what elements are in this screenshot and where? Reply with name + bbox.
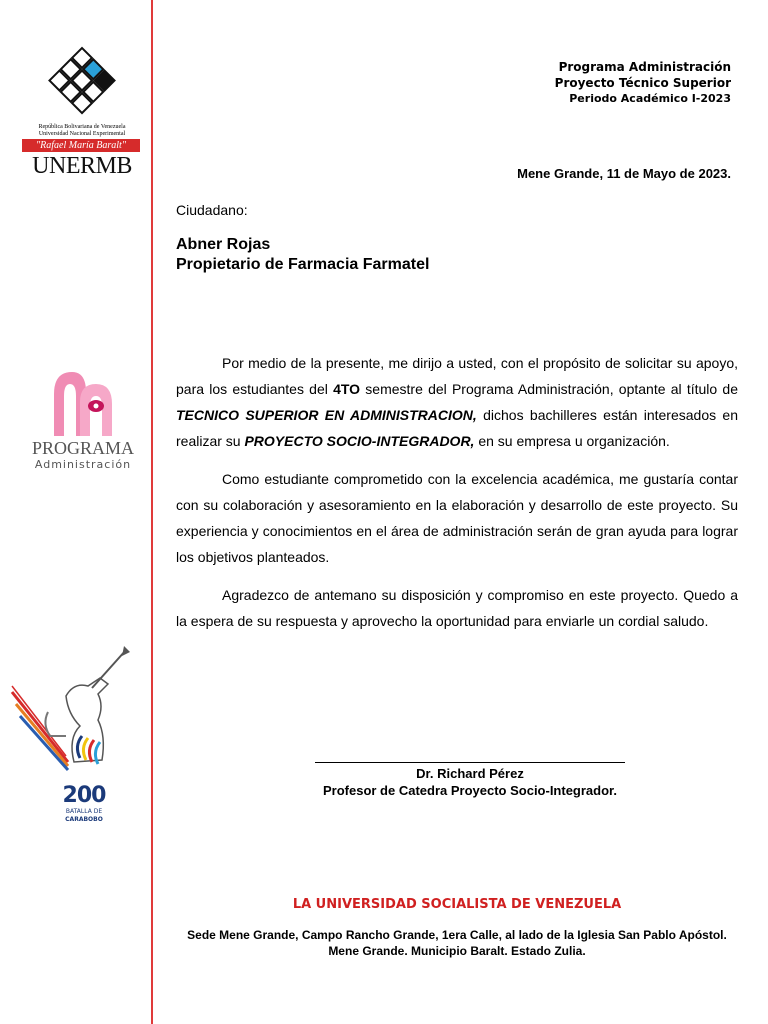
programa-title: PROGRAMA (31, 438, 135, 458)
letter-body (176, 350, 738, 646)
bicentenario-horseman-icon (8, 642, 138, 787)
p1-project-name: PROYECTO SOCIO-INTEGRADOR, (244, 433, 475, 449)
body-paragraph-2: Como estudiante comprometido con la excelencia académica, me gustaría contar con su colaboración y asesoramiento en la elaboración y desarrollo de este proyecto. Su experiencia y conocimientos en el área de administración serán de gran ayuda para lograr los objetivos planteados. (176, 471, 738, 565)
salutation: Ciudadano: (176, 202, 248, 218)
programa-logo (24, 362, 142, 482)
p1-text-c: semestre del Programa Administración, optante al título de (360, 381, 738, 397)
p1-degree-title: TECNICO SUPERIOR EN ADMINISTRACION, (176, 407, 477, 423)
p1-text-a: Por medio de la presente, me dirijo a usted, con el propósito de solicitar su apoyo, para los estudiantes del (176, 355, 738, 397)
unermb-emblem-icon (42, 42, 122, 122)
signature-line (315, 762, 625, 763)
signer-name: Dr. Richard Pérez (416, 766, 524, 781)
unermb-wordmark: UNERMB (32, 153, 132, 179)
p1-text-g: en su empresa u organización. (474, 433, 670, 449)
recipient-name: Abner Rojas (176, 236, 271, 253)
letter-header (555, 59, 731, 107)
p1-text-e: dichos bachilleres están interesados en realizar su (176, 407, 738, 449)
letter-date: Mene Grande, 11 de Mayo de 2023. (517, 166, 731, 181)
unermb-band: "Rafael María Baralt" (22, 139, 140, 152)
unermb-line1: República Bolivariana de Venezuela (38, 124, 126, 130)
unermb-line2: Universidad Nacional Experimental (38, 131, 126, 137)
bicentenario-number: 200 (62, 783, 106, 808)
footer-address: Sede Mene Grande, Campo Rancho Grande, 1era Calle, al lado de la Iglesia San Pablo Apóstol. Mene Grande. Municipio Baralt. Estado Zulia. (187, 928, 727, 958)
p1-semester: 4TO (333, 381, 361, 397)
bicentenario-logo (8, 642, 138, 832)
body-paragraph-3: Agradezco de antemano su disposición y compromiso en este proyecto. Quedo a la espera de su respuesta y aprovecho la oportunidad para enviarle un cordial saludo. (176, 587, 738, 629)
unermb-logo (20, 42, 144, 180)
programa-subtitle: Administración (34, 458, 132, 471)
signature-block (200, 752, 740, 799)
programa-emblem-icon (50, 366, 116, 438)
bicentenario-line2: CARABOBO (65, 816, 103, 823)
recipient-title: Propietario de Farmacia Farmatel (176, 256, 430, 273)
bicentenario-line1: BATALLA DE (65, 808, 103, 815)
body-paragraph-1 (176, 350, 738, 454)
header-program: Programa Administración (558, 60, 731, 74)
header-project: Proyecto Técnico Superior (554, 76, 731, 90)
red-margin-line (151, 0, 153, 1024)
recipient-block (176, 235, 429, 275)
footer-university: LA UNIVERSIDAD SOCIALISTA DE VENEZUELA (292, 897, 622, 912)
signer-role: Profesor de Catedra Proyecto Socio-Integrador. (322, 783, 618, 798)
header-period: Periodo Académico I-2023 (569, 92, 731, 105)
